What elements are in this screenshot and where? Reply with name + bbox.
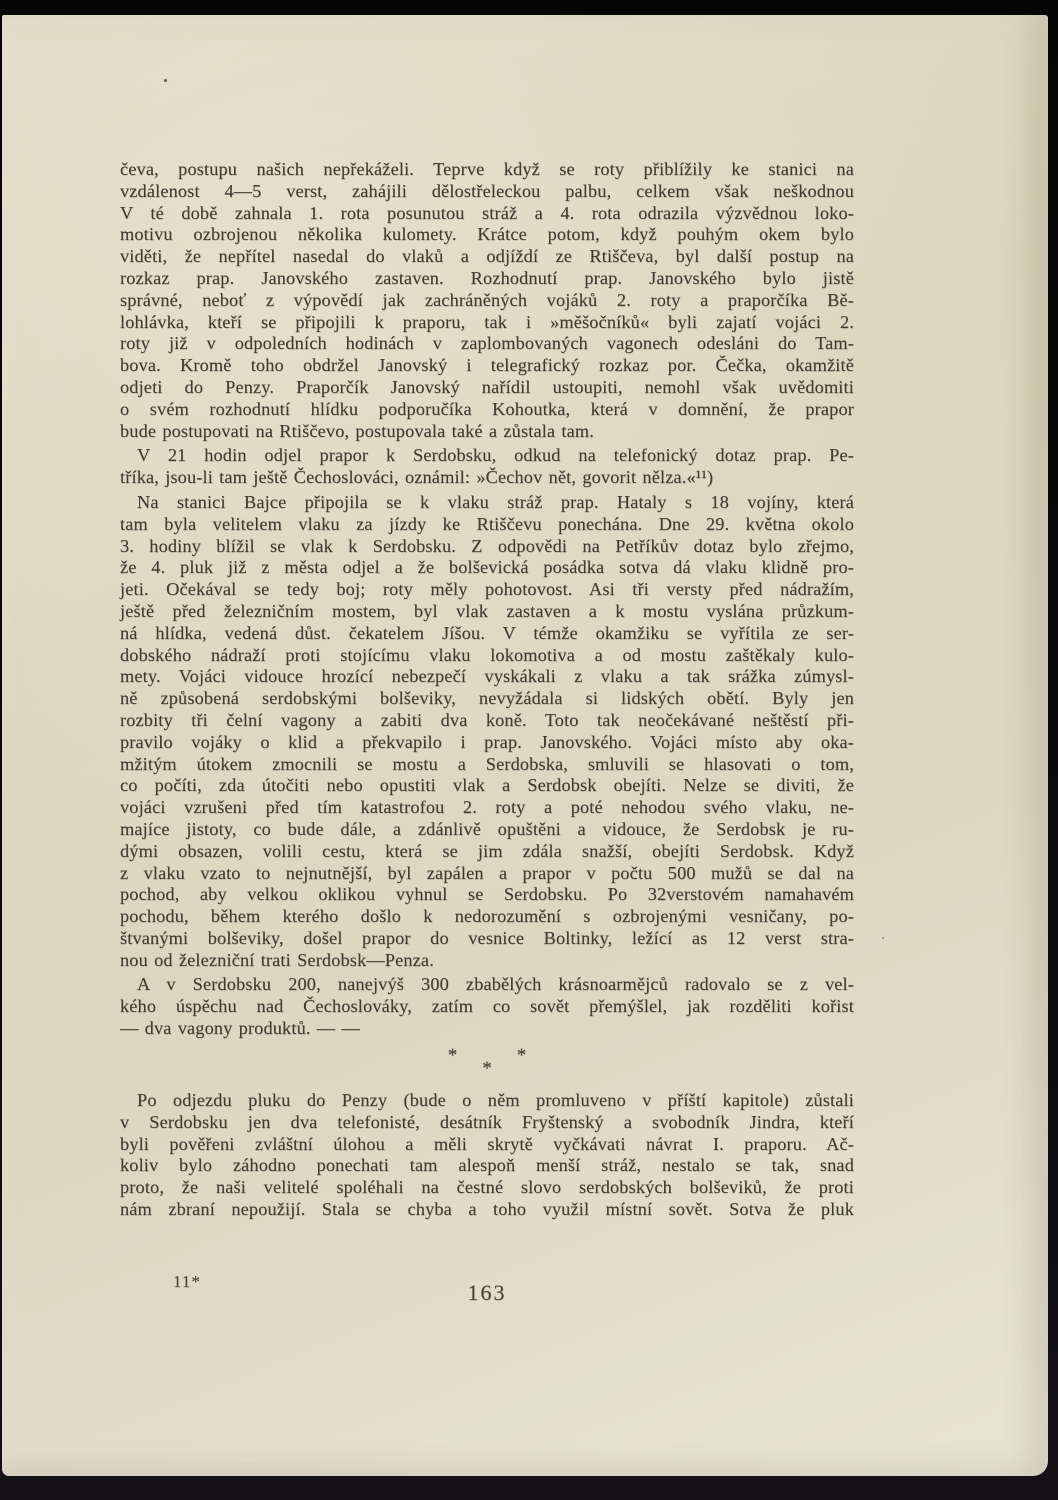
text-line: roty již v odpoledních hodinách v zaplombovaných vagonech odesláni do Tam- [120, 333, 854, 354]
text-line: V té době zahnala 1. rota posunutou stráž a 4. rota odrazila výzvědnou loko- [120, 202, 854, 223]
text-line: kého úspěchu nad Čechoslováky, zatím co sovět přemýšlel, jak rozděliti kořist [120, 996, 854, 1017]
asterisk-icon: * [447, 1045, 458, 1066]
text-line: lohlávka, kteří se připojili k praporu, tak i »měšočníků« byli zajatí vojáci 2. [120, 311, 854, 332]
text-line: rozkaz prap. Janovského zastaven. Rozhodnutí prap. Janovského bylo jistě [120, 267, 854, 288]
text-line: viděti, že nepřítel nasedal do vlaků a odjíždí ze Rtiščeva, byl další postup na [120, 246, 854, 267]
text-line: dobského nádraží proti stojícímu vlaku lokomotiva a od mostu zaštěkaly kulo- [120, 644, 854, 665]
text-line: dými obsazen, volili cestu, která se jim zdála snažší, obejíti Serdobsk. Když [120, 840, 854, 861]
text-line: proto, že naši velitelé spoléhali na čestné slovo serdobských bolševiků, že proti [120, 1177, 854, 1198]
text-block-upper [120, 159, 854, 1043]
text-line: bude postupovati na Rtiščevo, postupovala také a zůstala tam. [120, 420, 595, 441]
paragraph [120, 1090, 854, 1221]
text-line: tam byla velitelem vlaku za jízdy ke Rtiščevu ponechána. Dne 29. května okolo [120, 513, 854, 534]
text-line: byli pověřeni zvláštní úlohou a měli skrytě vyčkávati návrat I. praporu. Ač- [120, 1133, 854, 1154]
text-line: jeti. Očekával se tedy boj; roty měly pohotovost. Asi tři versty před nádražím, [120, 579, 854, 600]
paragraph [120, 159, 854, 442]
text-line: bova. Kromě toho obdržel Janovský i telegrafický rozkaz por. Čečka, okamžitě [120, 355, 854, 376]
asterisk-icon: * [482, 1058, 492, 1079]
text-line: štvanými bolševiky, došel prapor do vesnice Boltinky, ležící as 12 verst stra- [120, 927, 854, 948]
ink-speck [882, 937, 884, 939]
text-line: že 4. pluk již z města odjel a že bolševická posádka sotva dá vlaku klidně pro- [120, 557, 854, 578]
section-divider [120, 1045, 854, 1079]
asterisk-icon: * [516, 1045, 527, 1066]
text-line: motivu ozbrojenou několika kulomety. Krátce potom, když pouhým okem bylo [120, 224, 854, 245]
text-line: Na stanici Bajce připojila se k vlaku stráž prap. Hataly s 18 vojíny, která [137, 491, 854, 512]
text-line: A v Serdobsku 200, nanejvýš 300 zbabělých krásnoarmějců radovalo se z vel- [137, 974, 854, 995]
text-line: mety. Vojáci vidouce hrozící nebezpečí vyskákali z vlaku a tak srážka zúmysl- [120, 666, 854, 687]
paragraph [120, 974, 854, 1039]
text-line: nám zbraní nepoužijí. Stala se chyba a toho využil místní sovět. Sotva že pluk [120, 1198, 854, 1219]
text-line: tříka, jsou-li tam ještě Čechoslováci, oznámil: »Čechov nět, govorit nělza.«¹¹) [120, 467, 714, 488]
page-footer [120, 1270, 854, 1320]
text-line: pravilo vojáky o klid a překvapilo i prap. Janovského. Vojáci místo aby oka- [120, 731, 854, 752]
text-line: koliv bylo záhodno ponechati tam alespoň menší stráž, nestalo se tak, snad [120, 1155, 854, 1176]
text-line: majíce jistoty, co bude dále, a zdánlivě opuštěni a vidouce, že Serdobsk je ru- [120, 818, 854, 839]
text-line: 3. hodiny blížil se vlak k Serdobsku. Z odpovědi na Petříkův dotaz bylo zřejmo, [120, 535, 854, 556]
text-line: v Serdobsku jen dva telefonisté, desátník Fryštenský a svobodník Jindra, kteří [120, 1111, 854, 1132]
text-line: vojáci vzrušeni před tím katastrofou 2. roty a poté nehodou svého vlaku, ne- [120, 797, 854, 818]
text-line: o svém rozhodnutí hlídku podporučíka Kohoutka, která v domnění, že prapor [120, 398, 854, 419]
ink-speck [164, 79, 167, 82]
text-line: správné, neboť z výpovědí jak zachráněných vojáků 2. roty a praporčíka Bě- [120, 289, 854, 310]
text-line: čeva, postupu našich nepřekáželi. Teprve když se roty přiblížily ke stanici na [120, 159, 854, 179]
text-line: mžitým útokem zmocnili se mostu a Serdobska, smluvili se hlasovati o tom, [120, 753, 854, 774]
text-block-lower [120, 1090, 854, 1224]
text-line: pochodu, během kterého došlo k nedorozumění s ozbrojenými vesničany, po- [120, 906, 854, 927]
page-number: 163 [467, 1280, 507, 1305]
text-line: rozbity tři čelní vagony a zabiti dva koně. Toto tak neočekávané neštěstí při- [120, 709, 854, 730]
text-line: ještě před železničním mostem, byl vlak zastaven a k mostu vyslána průzkum- [120, 600, 854, 621]
text-line: — dva vagony produktů. — — [120, 1018, 360, 1039]
text-line: vzdálenost 4—5 verst, zahájili dělostřeleckou palbu, celkem však neškodnou [120, 180, 854, 201]
paragraph [120, 492, 854, 972]
text-line: Po odjezdu pluku do Penzy (bude o něm promluveno v příští kapitole) zůstali [137, 1090, 854, 1110]
text-line: pochod, aby velkou oklikou vyhnul se Serdobsku. Po 32verstovém namahavém [120, 884, 854, 905]
text-line: co počíti, zda útočiti nebo opustiti vlak a Serdobsk obejíti. Nelze se diviti, že [120, 775, 854, 796]
paragraph [120, 445, 854, 489]
text-line: ně způsobená serdobskými bolševiky, nevyžádala si lidských obětí. Byly jen [120, 688, 854, 709]
text-line: nou od železniční trati Serdobsk—Penza. [120, 949, 434, 970]
text-line: odjeti do Penzy. Praporčík Janovský nařídil ustoupiti, nemohl však uvědomiti [120, 376, 854, 397]
text-line: ná hlídka, vedená důst. čekatelem Jíšou. V témže okamžiku se vyřítila ze ser- [120, 622, 854, 643]
text-line: V 21 hodin odjel prapor k Serdobsku, odkud na telefonický dotaz prap. Pe- [137, 445, 854, 466]
book-page [2, 15, 1048, 1476]
signature-mark: 11* [173, 1272, 201, 1291]
text-line: z vlaku vzato to nejnutnější, byl zapálen a prapor v počtu 500 mužů se dal na [120, 862, 854, 883]
